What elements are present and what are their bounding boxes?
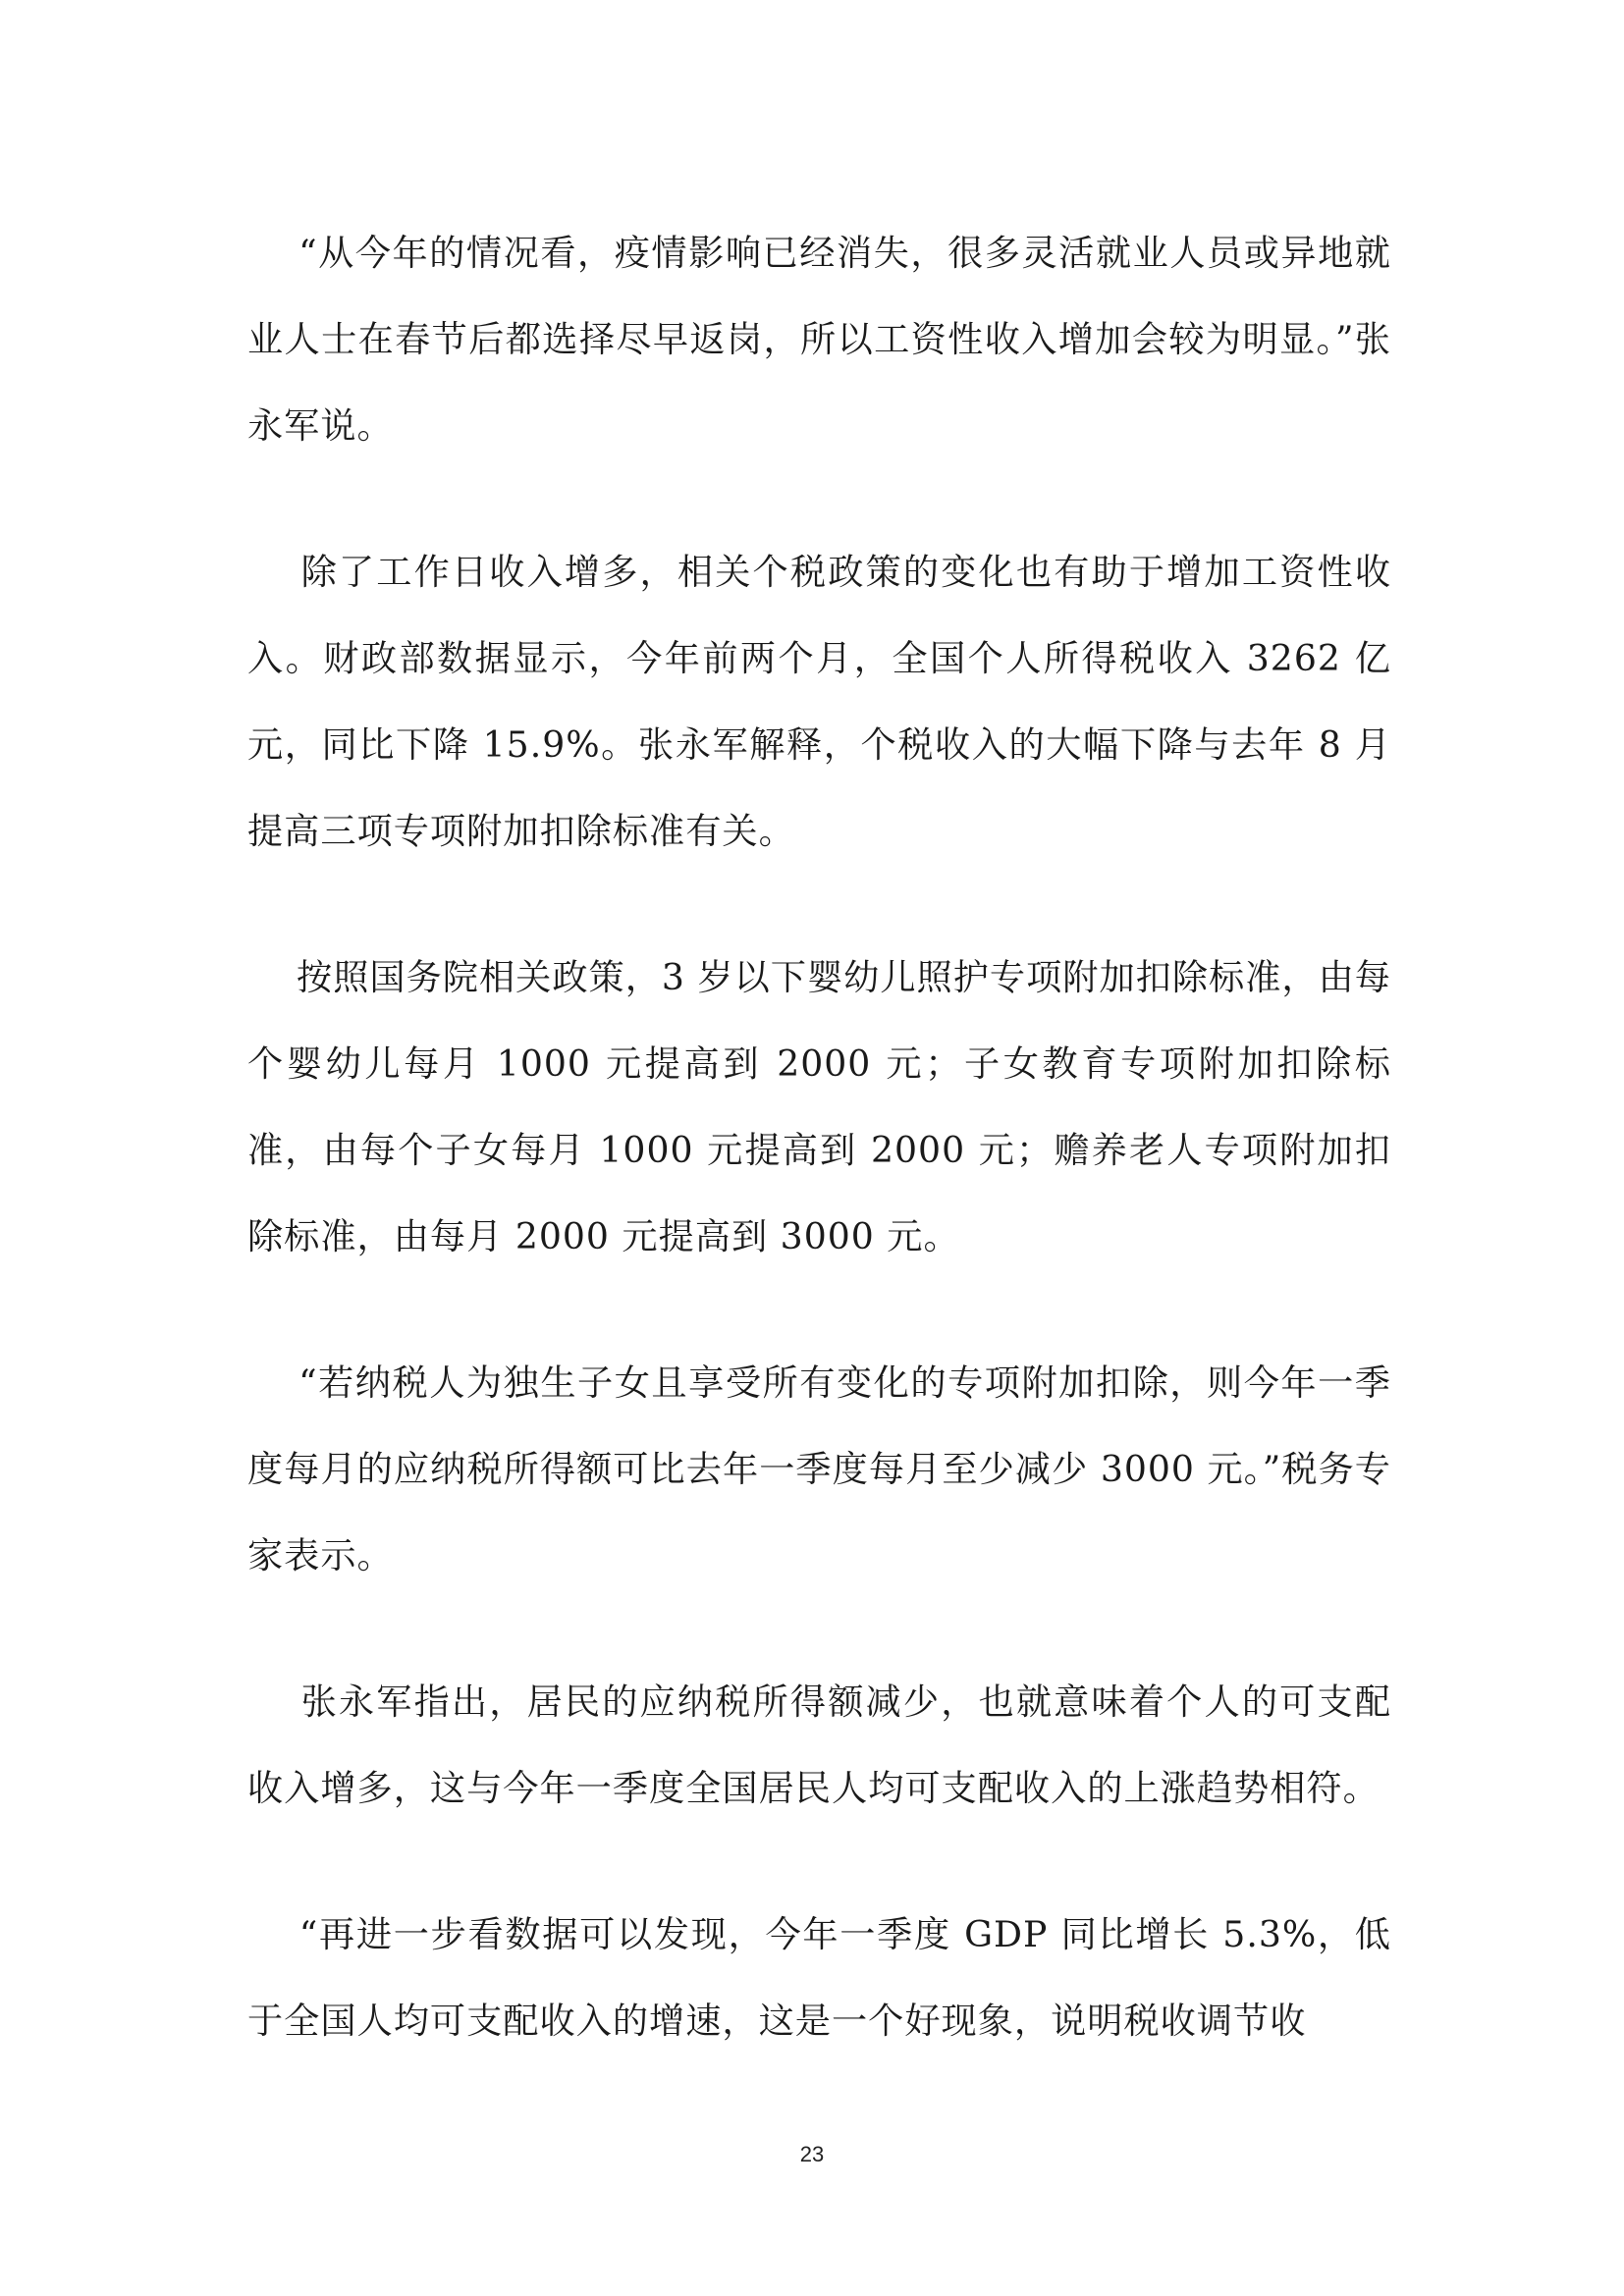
paragraph-6: “再进一步看数据可以发现，今年一季度 GDP 同比增长 5.3%，低于全国人均可支配收入的增速，这是一个好现象，说明税收调节收 (247, 1913, 1391, 2042)
body-text (247, 210, 1391, 2124)
paragraph-5: 张永军指出，居民的应纳税所得额减少，也就意味着个人的可支配收入增多，这与今年一季度全国居民人均可支配收入的上涨趋势相符。 (247, 1681, 1392, 1809)
paragraph-1: “从今年的情况看，疫情影响已经消失，很多灵活就业人员或异地就业人士在春节后都选择尽早返岗，所以工资性收入增加会较为明显。”张永军说。 (247, 232, 1391, 447)
paragraph-4: “若纳税人为独生子女且享受所有变化的专项附加扣除，则今年一季度每月的应纳税所得额可比去年一季度每月至少减少 3000 元。”税务专家表示。 (247, 1362, 1391, 1576)
page-number: 23 (799, 2142, 825, 2166)
paragraph-2: 除了工作日收入增多，相关个税政策的变化也有助于增加工资性收入。财政部数据显示，今年前两个月，全国个人所得税收入 3262 亿元，同比下降 15.9%。张永军解释，个税收入的大幅下降与去年 8 月提高三项专项附加扣除标准有关。 (247, 551, 1392, 852)
paragraph-3: 按照国务院相关政策，3 岁以下婴幼儿照护专项附加扣除标准，由每个婴幼儿每月 1000 元提高到 2000 元；子女教育专项附加扣除标准，由每个子女每月 1000 元提高到 2000 元；赡养老人专项附加扣除标准，由每月 2000 元提高到 3000 元。 (247, 956, 1391, 1257)
